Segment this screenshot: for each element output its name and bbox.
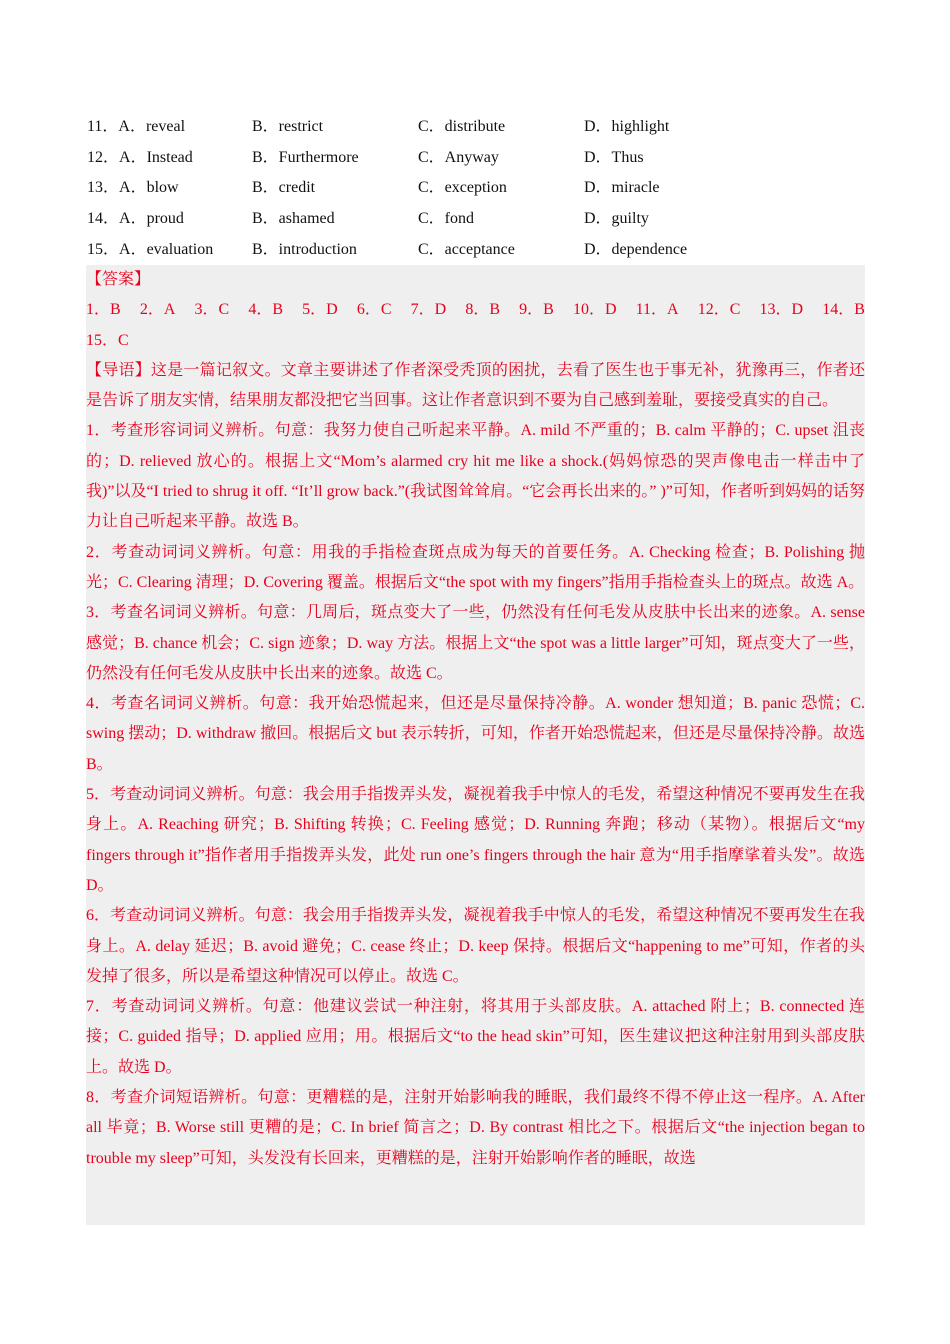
option-d: D．miracle	[584, 179, 660, 197]
answer-key-item: 15．C	[86, 331, 129, 349]
answer-key-item: 13．D	[759, 301, 804, 319]
explanation-paragraph: 7．考查动词词义辨析。句意：他建议尝试一种注射，将其用于头部皮肤。A. attached 附上；B. connected 连接；C. guided 指导；D. applied 应用；用。根据后文“to the head skin”可知，医生建议把这种注射用到头部皮肤上。故选 D。	[86, 998, 865, 1076]
option-a: 15．A．evaluation	[87, 240, 214, 258]
explanation-paragraph: 5．考查动词词义辨析。句意：我会用手指拨弄头发，凝视着我手中惊人的毛发，希望这种情况不要再发生在我身上。A. Reaching 研究；B. Shifting 转换；C. Feeling 感觉；D. Running 奔跑；移动（某物）。根据后文“my fingers through it”指作者用手指拨弄头发，此处 run one’s fingers through the hair 意为“用手指摩挲着头发”。故选 D。	[86, 786, 865, 894]
explanation-paragraph: 1．考查形容词词义辨析。句意：我努力使自己听起来平静。A. mild 不严重的；B. calm 平静的；C. upset 沮丧的；D. relieved 放心的。根据上文“Mom’s alarmed cry hit me like a shock.(妈妈惊恐的哭声像电击一样击中了我)”以及“I tried to shrug it off. “It’ll grow back.”(我试图耸耸肩。“它会再长出来的。” )”可知，作者听到妈妈的话努力让自己听起来平静。故选 B。	[86, 422, 865, 531]
answer-key-item: 4．B	[248, 301, 283, 319]
answer-key-item: 5．D	[302, 301, 338, 319]
option-a: 13．A．blow	[87, 179, 179, 197]
option-b: B．ashamed	[252, 209, 335, 227]
option-d: D．highlight	[584, 117, 670, 135]
answer-key-item: 10．D	[572, 301, 617, 319]
option-b: B．restrict	[252, 117, 324, 135]
option-b: B．credit	[252, 179, 316, 197]
answer-key-item: 1．B	[86, 301, 121, 319]
option-c: C．fond	[418, 209, 475, 227]
explanation-paragraph: 6．考查动词词义辨析。句意：我会用手指拨弄头发，凝视着我手中惊人的毛发，希望这种情况不要再发生在我身上。A. delay 延迟；B. avoid 避免；C. cease 终止；D. keep 保持。根据后文“happening to me”可知，作者的头发掉了很多，所以是希望这种情况可以停止。故选 C。	[86, 907, 865, 985]
option-row	[87, 109, 867, 140]
answer-section	[86, 265, 865, 1225]
option-c: C．Anyway	[418, 148, 499, 166]
explanation-paragraph: 3．考查名词词义辨析。句意：几周后，斑点变大了一些，仍然没有任何毛发从皮肤中长出来的迹象。A. sense 感觉；B. chance 机会；C. sign 迹象；D. way 方法。根据上文“the spot was a little larger”可知，斑点变大了一些，仍然没有任何毛发从皮肤中长出来的迹象。故选 C。	[86, 604, 865, 682]
answer-key-item: 2．A	[139, 301, 176, 319]
answer-key-item: 14．B	[822, 301, 865, 319]
explanation-paragraph: 4．考查名词词义辨析。句意：我开始恐慌起来，但还是尽量保持冷静。A. wonder 想知道；B. panic 恐慌；C. swing 摆动；D. withdraw 撤回。根据后文 but 表示转折，可知，作者开始恐慌起来，但还是尽量保持冷静。故选 B。	[86, 695, 865, 773]
option-b: B．introduction	[252, 240, 357, 258]
option-list	[87, 109, 867, 262]
answer-key-item: 9．B	[519, 301, 554, 319]
option-d: D．guilty	[584, 209, 649, 227]
option-a: 11．A．reveal	[87, 117, 186, 135]
answer-key-item: 6．C	[356, 301, 392, 319]
option-a: 12．A．Instead	[87, 148, 193, 166]
option-row	[87, 232, 867, 263]
answer-key-item: 8．B	[465, 301, 500, 319]
option-d: D．dependence	[584, 240, 688, 258]
option-c: C．acceptance	[418, 240, 515, 258]
option-c: C．distribute	[418, 117, 506, 135]
answer-key-item: 11．A	[635, 301, 679, 319]
answer-key-item: 12．C	[697, 301, 741, 319]
explanation-paragraph: 2．考查动词词义辨析。句意：用我的手指检查斑点成为每天的首要任务。A. Checking 检查；B. Polishing 抛光；C. Clearing 清理；D. Covering 覆盖。根据后文“the spot with my fingers”指用手指检查头上的斑点。故选 A。	[86, 543, 865, 591]
answer-key-item: 7．D	[410, 301, 447, 319]
option-a: 14．A．proud	[87, 209, 184, 227]
explanation-paragraph: 8．考查介词短语辨析。句意：更糟糕的是，注射开始影响我的睡眠，我们最终不得不停止这一程序。A. After all 毕竟；B. Worse still 更糟的是；C. In brief 简言之；D. By contrast 相比之下。根据后文“the injection began to trouble my sleep”可知，头发没有长回来，更糟糕的是，注射开始影响作者的睡眠，故选	[86, 1089, 865, 1167]
answer-label: 【答案】	[86, 271, 151, 288]
guide-paragraph: 【导语】这是一篇记叙文。文章主要讲述了作者深受秃顶的困扰，去看了医生也于事无补，犹豫再三，作者还是告诉了朋友实情，结果朋友都没把它当回事。这让作者意识到不要为自己感到羞耻，要接受真实的自己。	[86, 361, 865, 410]
option-d: D．Thus	[584, 148, 644, 166]
option-row	[87, 201, 867, 232]
option-row	[87, 170, 867, 201]
option-c: C．exception	[418, 179, 507, 197]
answer-key	[86, 295, 865, 325]
answer-key-item: 3．C	[194, 301, 230, 319]
option-b: B．Furthermore	[252, 148, 359, 166]
option-row	[87, 140, 867, 171]
